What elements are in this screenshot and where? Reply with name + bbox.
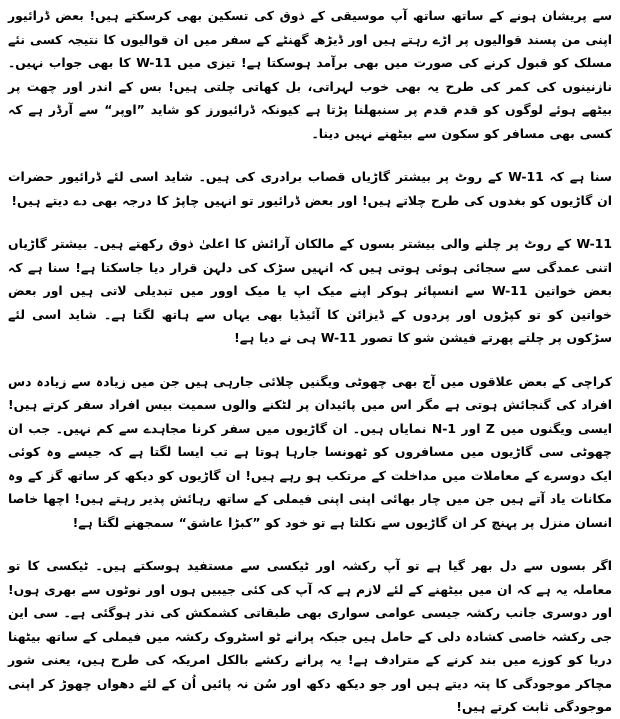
paragraph-4 [8, 370, 612, 535]
paragraph-1 [8, 4, 612, 145]
paragraph-2 [8, 165, 612, 212]
paragraph-5-text: اگر بسوں سے دل بھر گیا ہے تو آپ رکشہ اور ٹیکسی سے مستفید ہوسکتے ہیں۔ ٹیکسی کا تو معاملہ یہ ہے کہ ان میں بیٹھنے کے لئے لازم ہے کہ آپ کی کئی جیبیں ہوں اور نوٹوں سے بھری ہوں! اور دوسری جانب رکشہ جیسی عوامی سواری بھی طبقاتی کشمکش کی نذر ہوگئی ہے۔ سی این جی رکشہ خاصی کشادہ دلی کے حامل ہیں جبکہ پرانے ٹو اسٹروک رکشہ میں فیملی کے ساتھ بیٹھنا دریا کو کوزے میں بند کرنے کے مترادف ہے! یہ پرانے رکشے بالکل امریکہ کی طرح ہیں، یعنی شور مچاکر موجودگی کا پتہ دیتے ہیں اور جو دیکھ دکھ اور سُن نہ پائیں اُن کے لئے دھواں چھوڑ کر اپنی موجودگی ثابت کرتے ہیں! [8, 558, 612, 714]
paragraph-gap [8, 212, 612, 232]
article-page [8, 4, 612, 714]
paragraph-gap [8, 534, 612, 554]
paragraph-1-text: سے پریشان ہونے کے ساتھ ساتھ آپ موسیقی کے ذوق کی تسکین بھی کرسکتے ہیں! بعض ڈرائیور اپنی من پسند قوالیوں پر اڑے رہتے ہیں اور ڈیڑھ گھنٹے کے سفر میں ان قوالیوں کا نتیجہ کسی نئے مسلک کو قبول کرنے کی صورت میں بھی برآمد ہوسکتا ہے! تیزی میں W-11 کا بھی جواب نہیں۔ نازنینوں کی کمر کی طرح یہ بھی خوب لہراتی، بل کھاتی چلتی ہیں! بس کے اندر اور چھت پر بیٹھے ہوئے لوگوں کو قدم قدم پر سنبھلنا پڑتا ہے کیونکہ ڈرائیورز کو شاید ”اوپر“ سے آرڈر ہے کہ کسی بھی مسافر کو سکون سے بیٹھنے نہیں دینا۔ [8, 8, 612, 141]
paragraph-3 [8, 232, 612, 350]
paragraph-gap [8, 350, 612, 370]
paragraph-3-text: W-11 کے روٹ پر چلنے والی بیشتر بسوں کے مالکان آرائش کا اعلیٰ ذوق رکھتے ہیں۔ بیشتر گاڑیاں اتنی عمدگی سے سجائی ہوئی ہوتی ہیں کہ انہیں سڑک کی دلہن قرار دیا جاسکتا ہے! سنا ہے کہ بعض خواتین W-11 سے انسپائر ہوکر اپنے میک اپ یا میک اوور میں تبدیلی لاتی ہیں اور بعض خواتین کو تو کپڑوں اور پردوں کے ڈیزائن کا آئیڈیا بھی یہاں سے ہاتھ لگتا ہے۔ شاید اسی لئے سڑکوں پر چلتے پھرتے فیشن شو کا تصور W-11 ہی نے دیا ہے! [8, 236, 612, 345]
paragraph-4-text: کراچی کے بعض علاقوں میں آج بھی چھوٹی ویگنیں چلائی جارہی ہیں جن میں زیادہ سے زیادہ دس افراد کی گنجائش ہوتی ہے مگر اس میں پائیدان پر لٹکنے والوں سمیت بیس افراد سفر کرتے ہیں! ایسی ویگنوں میں Z اور N-1 نمایاں ہیں۔ ان گاڑیوں میں سفر کرنا مجاہدے سے کم نہیں۔ جب ان چھوٹی سی گاڑیوں میں مسافروں کو ٹھونسا جارہا ہوتا ہے تب ایسا لگتا ہے کہ جیسے وہ کوئی ایک دوسرے کے معاملات میں مداخلت کے مرتکب ہو رہے ہیں! ان گاڑیوں کو دیکھ کر ساتھ گز کے وہ مکانات یاد آتے ہیں جن میں چار بھائی اپنی اپنی فیملی کے ساتھ رہائش پذیر رہتے ہیں! اچھا خاصا انسان منزل پر پہنچ کر ان گاڑیوں سے نکلتا ہے تو خود کو ”کبڑا عاشق“ سمجھنے لگتا ہے! [8, 373, 612, 530]
paragraph-gap [8, 145, 612, 165]
paragraph-2-text: سنا ہے کہ W-11 کے روٹ پر بیشتر گاڑیاں قصاب برادری کی ہیں۔ شاید اسی لئے ڈرائیور حضرات ان گاڑیوں کو بغدوں کی طرح چلاتے ہیں! اور بعض ڈرائیور تو انہیں چاپڑ کا درجہ بھی دے دیتے ہیں! [8, 169, 612, 208]
paragraph-5 [8, 554, 612, 719]
